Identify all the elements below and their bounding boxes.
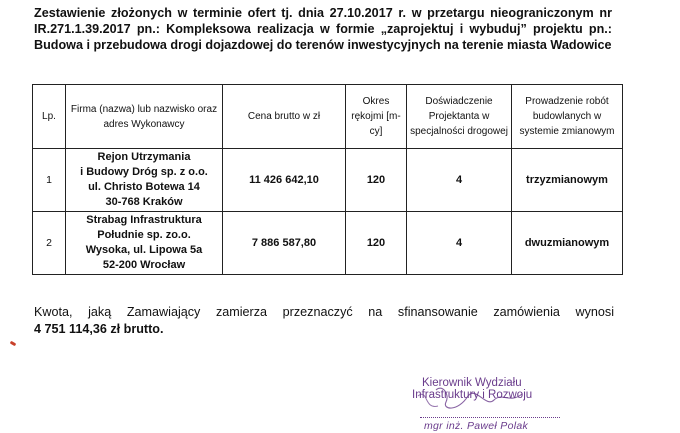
row-price: 7 886 587,80: [223, 212, 346, 275]
header-lp: Lp.: [33, 85, 66, 149]
row-experience: 4: [407, 149, 512, 212]
row-lp: 2: [33, 212, 66, 275]
firm-line: 30-768 Kraków: [105, 196, 183, 208]
row-lp: 1: [33, 149, 66, 212]
signature-line: [420, 417, 560, 418]
header-warranty: Okres rękojmi [m-cy]: [346, 85, 407, 149]
header-firm: Firma (nazwa) lub nazwisko oraz adres Wykonawcy: [66, 85, 223, 149]
signer-name: mgr inż. Paweł Polak: [424, 420, 529, 432]
stamp-title: Kierownik Wydziału: [422, 377, 522, 389]
header-shift-system: Prowadzenie robót budowlanych w systemie zmianowym: [512, 85, 623, 149]
header-price: Cena brutto w zł: [223, 85, 346, 149]
row-price: 11 426 642,10: [223, 149, 346, 212]
official-stamp: [412, 377, 572, 401]
table-row: [33, 149, 623, 212]
row-firm: [66, 149, 223, 212]
budget-text: Kwota, jaką Zamawiający zamierza przeznaczyć na sfinansowanie zamówienia wynosi: [34, 305, 614, 319]
firm-line: Strabag Infrastruktura: [86, 214, 202, 226]
ink-mark: [10, 341, 17, 347]
firm-line: Rejon Utrzymania: [97, 151, 191, 163]
table-header-row: [33, 85, 623, 149]
row-shift-system: trzyzmianowym: [512, 149, 623, 212]
stamp-department: Infrastruktury i Rozwoju: [412, 389, 533, 401]
row-firm: [66, 212, 223, 275]
firm-line: 52-200 Wrocław: [102, 259, 186, 271]
row-shift-system: dwuzmianowym: [512, 212, 623, 275]
budget-amount: 4 751 114,36 zł brutto.: [34, 322, 164, 336]
budget-statement: [34, 304, 614, 338]
firm-line: Wysoka, ul. Lipowa 5a: [85, 244, 203, 256]
offers-table: [32, 84, 623, 275]
firm-line: ul. Christo Botewa 14: [88, 181, 200, 193]
row-warranty: 120: [346, 149, 407, 212]
table-row: [33, 212, 623, 275]
firm-line: Południe sp. zo.o.: [97, 229, 191, 241]
document-heading: Zestawienie złożonych w terminie ofert tj. dnia 27.10.2017 r. w przetargu nieograniczonym nr IR.271.1.39.2017 pn.: Kompleksowa realizacja w formie „zaprojektuj i wybuduj” projektu pn.: Budowa i przebudowa drogi dojazdowej do terenów inwestycyjnych na terenie miasta Wadowice: [34, 6, 612, 52]
header-experience: Doświadczenie Projektanta w specjalności drogowej: [407, 85, 512, 149]
row-experience: 4: [407, 212, 512, 275]
firm-line: i Budowy Dróg sp. z o.o.: [80, 166, 208, 178]
row-warranty: 120: [346, 212, 407, 275]
